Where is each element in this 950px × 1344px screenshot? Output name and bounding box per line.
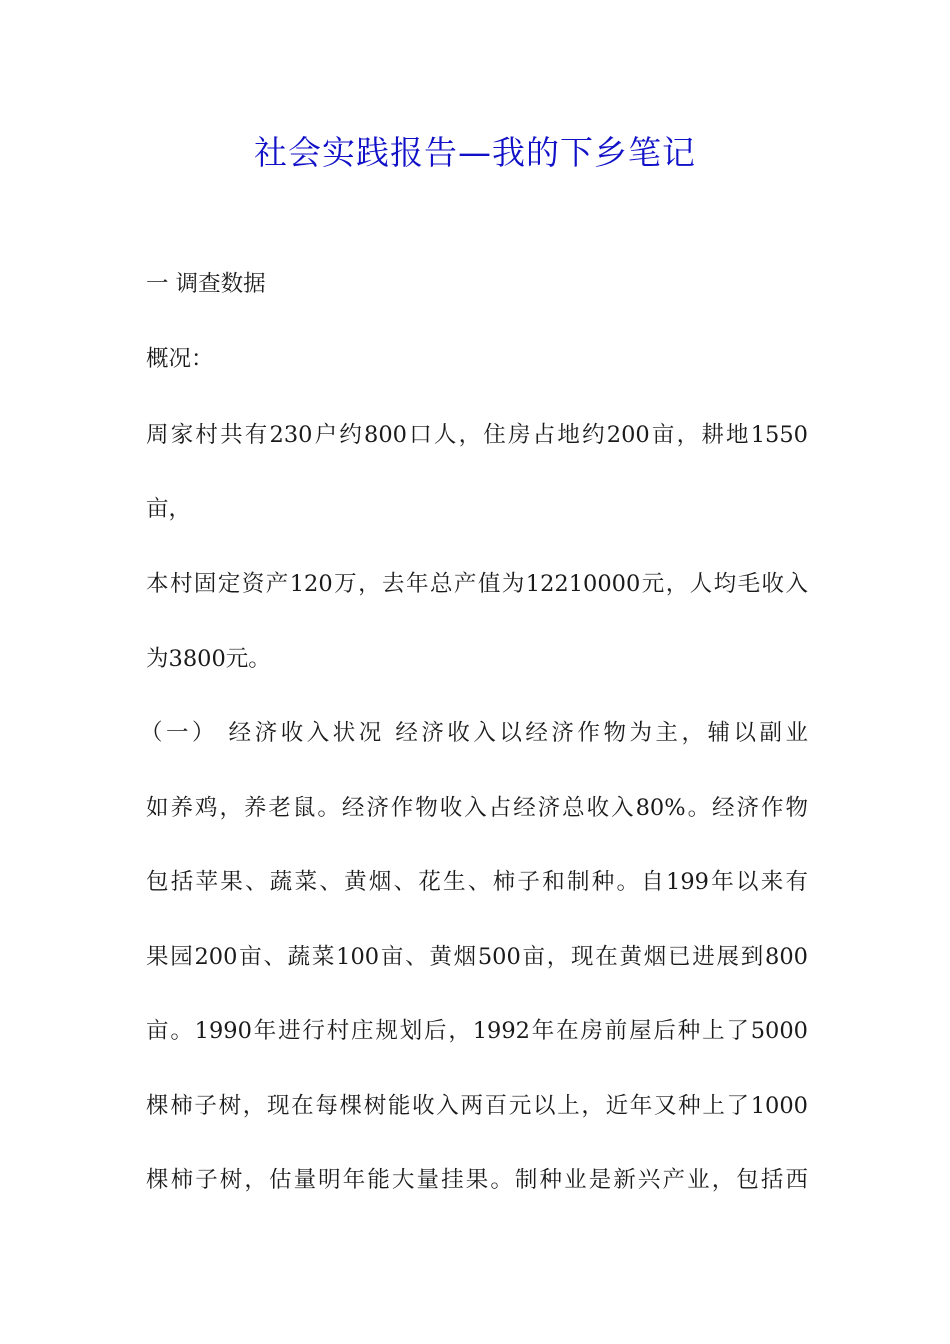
- paragraph-line: 本村固定资产120万，去年总产值为12210000元，人均毛收入: [146, 571, 808, 597]
- paragraph-line: 如养鸡，养老鼠。经济作物收入占经济总收入80%。经济作物: [146, 795, 808, 821]
- subheading-overview: 概况：: [146, 346, 214, 372]
- paragraph-line: 包括苹果、蔬菜、黄烟、花生、柿子和制种。自199年以来有: [146, 869, 808, 895]
- paragraph-line: 亩，: [146, 496, 192, 522]
- paragraph-line: 周家村共有230户约800口人，住房占地约200亩，耕地1550: [146, 422, 808, 448]
- paragraph-line: 果园200亩、蔬菜100亩、黄烟500亩，现在黄烟已进展到800: [146, 944, 808, 970]
- paragraph-line: 棵柿子树，估量明年能大量挂果。制种业是新兴产业，包括西: [146, 1167, 808, 1193]
- paragraph-line: （一） 经济收入状况 经济收入以经济作物为主，辅以副业: [140, 720, 808, 746]
- paragraph-line: 亩。1990年进行村庄规划后，1992年在房前屋后种上了5000: [146, 1018, 808, 1044]
- section-heading: 一 调查数据: [146, 271, 266, 297]
- paragraph-line: 棵柿子树，现在每棵树能收入两百元以上，近年又种上了1000: [146, 1093, 808, 1119]
- page-title: 社会实践报告—我的下乡笔记: [254, 133, 696, 172]
- paragraph-line: 为3800元。: [146, 646, 271, 672]
